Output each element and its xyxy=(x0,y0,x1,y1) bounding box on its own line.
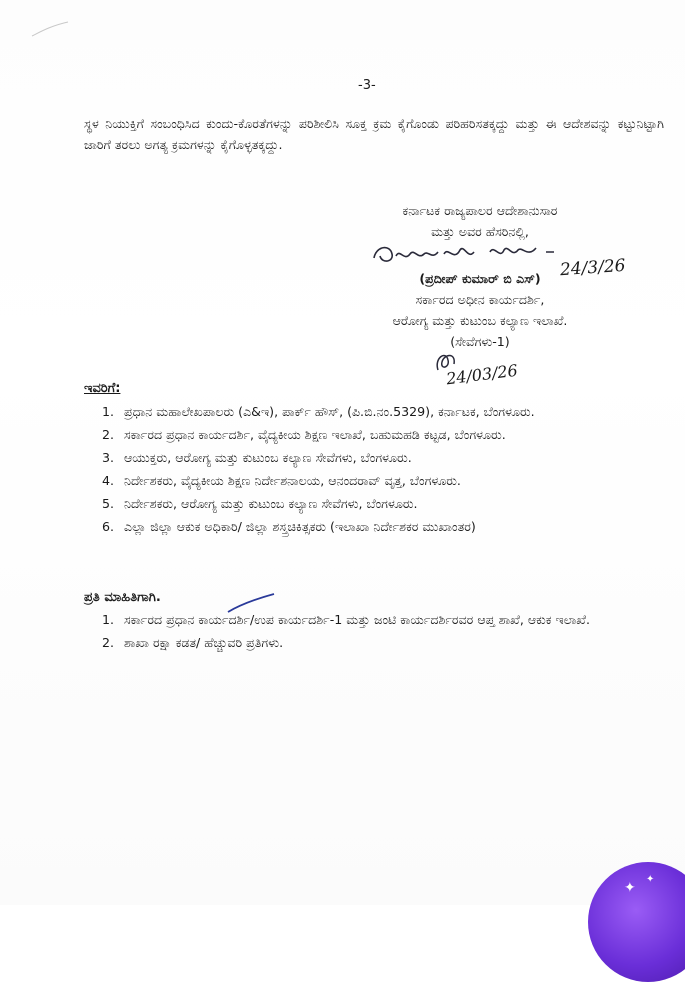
recipients-list xyxy=(84,402,664,540)
sparkle-icon: ✦ xyxy=(646,874,655,885)
list-item: 5. ನಿರ್ದೇಶಕರು, ಆರೋಗ್ಯ ಮತ್ತು ಕುಟುಂಬ ಕಲ್ಯಾಣ ಸೇವೆಗಳು, ಬೆಂಗಳೂರು. xyxy=(101,496,418,511)
page-number: -3- xyxy=(358,78,376,93)
handwritten-signature xyxy=(370,238,560,270)
signatory-department: ಆರೋಗ್ಯ ಮತ್ತು ಕುಟುಂಬ ಕಲ್ಯಾಣ ಇಲಾಖೆ. xyxy=(392,313,568,328)
list-item: 2. ಸರ್ಕಾರದ ಪ್ರಧಾನ ಕಾರ್ಯದರ್ಶಿ, ವೈದ್ಯಕೀಯ ಶಿಕ್ಷಣ ಇಲಾಖೆ, ಬಹುಮಹಡಿ ಕಟ್ಟಡ, ಬೆಂಗಳೂರು. xyxy=(101,427,506,442)
signatory-designation: ಸರ್ಕಾರದ ಅಧೀನ ಕಾರ್ಯದರ್ಶಿ, xyxy=(415,292,545,307)
copy-list xyxy=(84,610,664,656)
list-item: 3. ಆಯುಕ್ತರು, ಆರೋಗ್ಯ ಮತ್ತು ಕುಟುಂಬ ಕಲ್ಯಾಣ ಸೇವೆಗಳು, ಬೆಂಗಳೂರು. xyxy=(101,450,412,465)
list-item: 4. ನಿರ್ದೇಶಕರು, ವೈದ್ಯಕೀಯ ಶಿಕ್ಷಣ ನಿರ್ದೇಶನಾಲಯ, ಆನಂದರಾವ್ ವೃತ್ತ, ಬೆಂಗಳೂರು. xyxy=(101,473,461,488)
list-item: 1. ಸರ್ಕಾರದ ಪ್ರಧಾನ ಕಾರ್ಯದರ್ಶಿ/ಉಪ ಕಾರ್ಯದರ್ಶಿ-1 ಮತ್ತು ಜಂಟಿ ಕಾರ್ಯದರ್ಶಿರವರ ಆಪ್ತ ಶಾಖೆ, ಆಕುಕ ಇಲಾಖೆ. xyxy=(101,612,590,627)
assistant-button[interactable] xyxy=(588,862,685,982)
authority-line-2: ಮತ್ತು ಅವರ ಹೆಸರಿನಲ್ಲಿ, xyxy=(431,224,529,239)
list-item: 6. ಎಲ್ಲಾ ಜಿಲ್ಲಾ ಆಕುಕ ಅಧಿಕಾರಿ/ ಜಿಲ್ಲಾ ಶಸ್ತ್ರಚಿಕಿತ್ಸಕರು (ಇಲಾಖಾ ನಿರ್ದೇಶಕರ ಮುಖಾಂತರ) xyxy=(101,519,476,534)
recipients-heading: ಇವರಿಗೆ: xyxy=(84,381,121,396)
copy-heading: ಪ್ರತಿ ಮಾಹಿತಿಗಾಗಿ. xyxy=(84,590,161,605)
initial-date: 24/03/26 xyxy=(445,360,519,389)
signature-date: 24/3/26 xyxy=(559,255,627,281)
signatory-section: (ಸೇವೆಗಳು-1) xyxy=(450,334,510,349)
pen-tick-mark xyxy=(226,592,276,614)
authority-line: ಕರ್ನಾಟಕ ರಾಜ್ಯಪಾಲರ ಆದೇಶಾನುಸಾರ xyxy=(402,203,558,218)
body-paragraph: ಸ್ಥಳ ನಿಯುಕ್ತಿಗೆ ಸಂಬಂಧಿಸಿದ ಕುಂದು-ಕೊರತೆಗಳನ್ನು ಪರಿಶೀಲಿಸಿ ಸೂಕ್ತ ಕ್ರಮ ಕೈಗೊಂಡು ಪರಿಹರಿಸತಕ್ಕದ್ದು ಮತ್ತು ಈ ಆದೇಶವನ್ನು ಕಟ್ಟುನಿಟ್ಟಾಗಿ ಜಾರಿಗೆ ತರಲು ಅಗತ್ಯ ಕ್ರಮಗಳನ್ನು ಕೈಗೊಳ್ಳತಕ್ಕದ್ದು. xyxy=(84,116,664,152)
list-item: 1. ಪ್ರಧಾನ ಮಹಾಲೇಖಪಾಲರು (ಎ&ಇ), ಪಾರ್ಕ್ ಹೌಸ್, (ಪಿ.ಬಿ.ನಂ.5329), ಕರ್ನಾಟಕ, ಬೆಂಗಳೂರು. xyxy=(101,404,535,419)
sparkle-icon: ✦ xyxy=(624,880,636,896)
signatory-name: (ಪ್ರದೀಪ್ ಕುಮಾರ್ ಬಿ ಎಸ್) xyxy=(419,271,541,286)
list-item: 2. ಶಾಖಾ ರಕ್ಷಾ ಕಡತ/ ಹೆಚ್ಚುವರಿ ಪ್ರತಿಗಳು. xyxy=(101,635,284,650)
stray-mark xyxy=(30,20,70,40)
